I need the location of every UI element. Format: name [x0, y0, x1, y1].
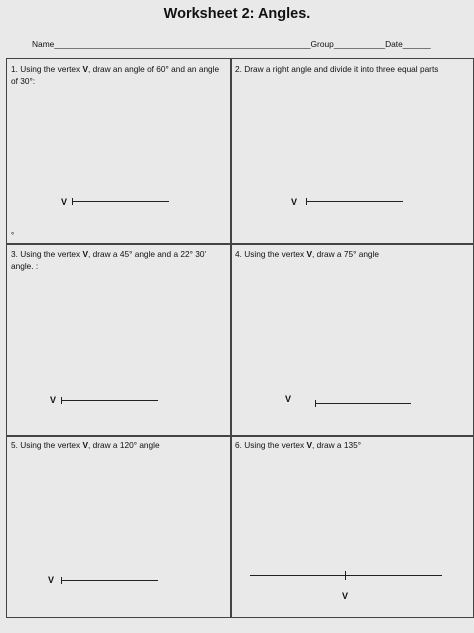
problem-5-vertex-label: V: [48, 575, 55, 585]
worksheet-title: Worksheet 2: Angles.: [163, 6, 311, 22]
student-info-line: [32, 39, 431, 49]
problem-2-vertex-label: V: [291, 197, 298, 207]
problem-3-ray: [61, 400, 158, 401]
group-label: Group: [310, 39, 334, 49]
problem-1-vertex-label: V: [61, 197, 68, 207]
problem-3-vertex-label: V: [50, 395, 57, 405]
problem-grid: [6, 58, 474, 618]
problem-5-ray: [61, 580, 158, 581]
problem-4-ray: [315, 403, 411, 404]
problem-3-cell: [7, 245, 230, 435]
problem-6-cell: [231, 437, 473, 617]
problem-2-text: 2. Draw a right angle and divide it into three equal parts: [235, 64, 439, 74]
name-blank[interactable]: _______________________________________________________: [54, 39, 311, 49]
problem-4-cell: [231, 245, 473, 435]
problem-1-ray: [72, 201, 169, 202]
problem-2-ray: [306, 201, 403, 202]
problem-1-text: 1. Using the vertex V, draw an angle of 60° and an angle of 30°:: [11, 64, 220, 86]
group-blank[interactable]: ___________: [333, 39, 386, 49]
stray-degree-mark: °: [11, 231, 15, 240]
problem-2-cell: [231, 59, 473, 243]
problem-4-vertex-label: V: [285, 394, 292, 404]
date-label: Date: [385, 39, 403, 49]
problem-4-text: 4. Using the vertex V, draw a 75° angle: [235, 249, 380, 259]
problem-3-text: 3. Using the vertex V, draw a 45° angle and a 22° 30’ angle. :: [11, 249, 206, 271]
problem-1-cell: [7, 59, 230, 243]
problem-5-cell: [7, 437, 230, 617]
name-label: Name: [32, 39, 55, 49]
problem-6-line: [250, 575, 442, 576]
problem-6-vertex-tick: [345, 571, 346, 580]
problem-6-vertex-label: V: [342, 591, 349, 601]
date-blank[interactable]: ______: [402, 39, 431, 49]
problem-5-text: 5. Using the vertex V, draw a 120° angle: [11, 440, 160, 450]
problem-6-text: 6. Using the vertex V, draw a 135°: [235, 440, 362, 450]
